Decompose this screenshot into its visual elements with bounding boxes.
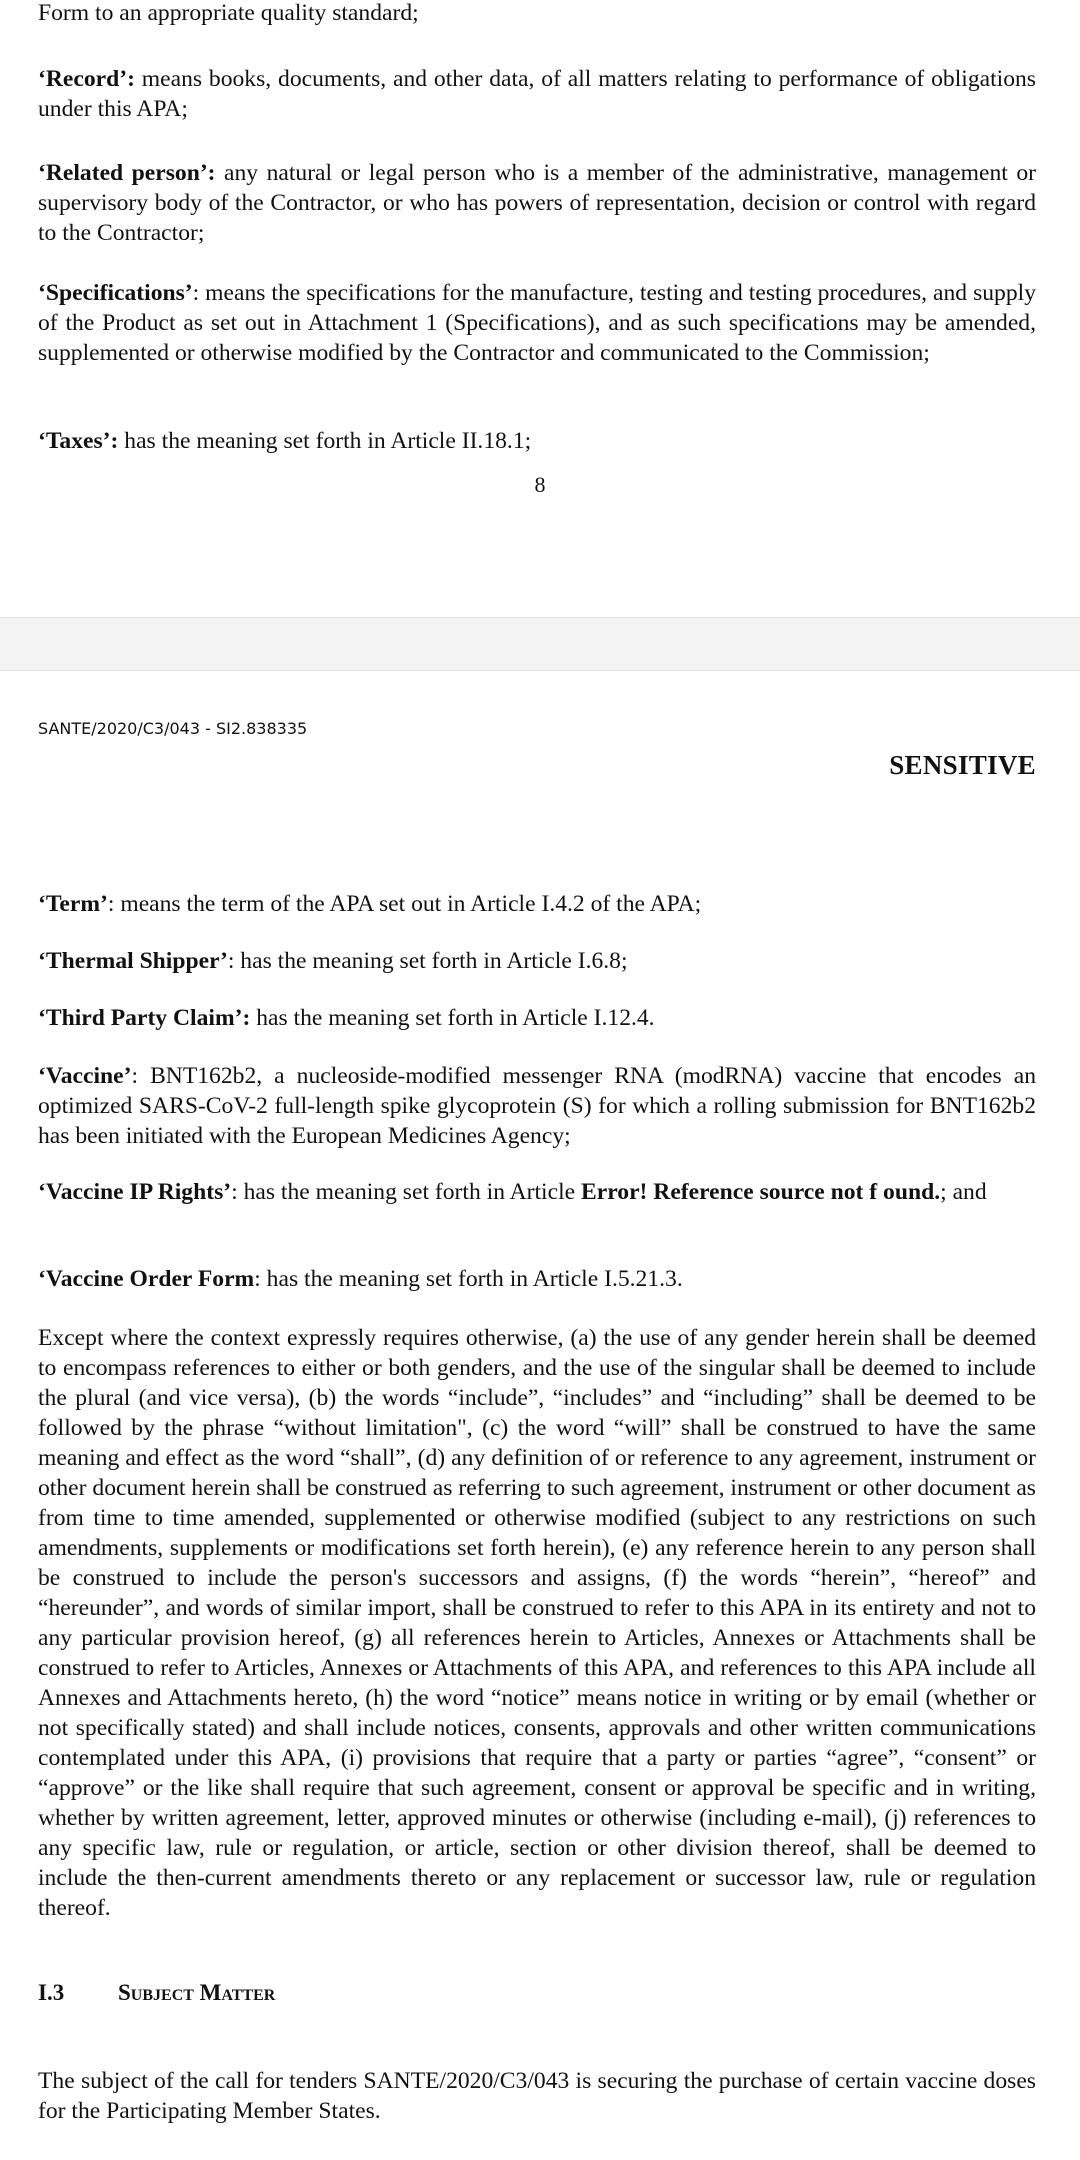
definition-thermal-shipper [38,946,1036,976]
definition-term: ‘Related person’: [38,160,216,186]
continued-text-line [38,0,1036,28]
definition-text: : has the meaning set forth in Article I.6.8; [227,948,628,974]
definition-vaccine [38,1061,1036,1151]
reference-error-text: Error! Reference source not f ound. [581,1179,941,1205]
definition-text: means books, documents, and other data, of all matters relating to performance of obligations under this APA; [38,66,1036,122]
definition-specifications [38,278,1036,368]
definition-third-party-claim [38,1003,1036,1033]
definition-term: ‘Third Party Claim’: [38,1005,251,1031]
definition-text: : BNT162b2, a nucleoside-modified messenger RNA (modRNA) vaccine that encodes an optimized SARS-CoV-2 full-length spike glycoprotein (S) for which a rolling submission for BNT162b2 has been initiated with the European Medicines Agency; [38,1063,1036,1149]
definition-record [38,64,1036,124]
definition-term: ‘Vaccine Order Form [38,1266,255,1292]
definition-term: ‘Vaccine IP Rights’ [38,1179,232,1205]
definition-text-end: ; and [940,1179,987,1205]
definition-text: : has the meaning set forth in Article [231,1179,582,1205]
page-separator [0,617,1080,671]
definition-term-entry [38,889,1036,919]
definition-term: ‘Term’ [38,891,108,917]
text-line: Form to an appropriate quality standard; [38,0,419,26]
definition-text: has the meaning set forth in Article I.12.4. [250,1005,655,1031]
definition-taxes [38,426,1036,456]
definition-term: ‘Vaccine’ [38,1063,132,1089]
document-reference: SANTE/2020/C3/043 - SI2.838335 [38,719,308,738]
definition-term: ‘Thermal Shipper’ [38,948,228,974]
document-page-8 [0,0,1080,617]
sensitivity-marking: SENSITIVE [889,750,1036,780]
section-number: I.3 [38,1980,65,2005]
definition-related-person [38,158,1036,248]
definition-text: : has the meaning set forth in Article I.5.21.3. [254,1266,683,1292]
page-number: 8 [534,472,546,497]
definition-term: ‘Record’: [38,66,135,92]
definition-term: ‘Taxes’: [38,428,119,454]
definition-text: any natural or legal person who is a member of the administrative, management or supervisory body of the Contractor, or who has powers of representation, decision or control with regard to the Contractor; [38,160,1036,246]
definition-text: : means the term of the APA set out in Article I.4.2 of the APA; [107,891,702,917]
definition-vaccine-order-form [38,1264,1036,1294]
definition-text: has the meaning set forth in Article II.18.1; [118,428,532,454]
section-title: Subject Matter [118,1980,276,2005]
section-heading [38,1980,275,2006]
definition-text: : means the specifications for the manufacture, testing and testing procedures, and supply of the Product as set out in Attachment 1 (Specifications), and as such specifications may be amended, supplemented or otherwise modified by the Contractor and communicated to the Commission; [38,280,1036,366]
interpretation-paragraph: Except where the context expressly requires otherwise, (a) the use of any gender herein shall be deemed to encompass references to either or both genders, and the use of the singular shall be deemed to include the plural (and vice versa), (b) the words “include”, “includes” and “including” shall be deemed to be followed by the phrase “without limitation", (c) the word “will” shall be construed to have the same meaning and effect as the word “shall”, (d) any definition of or reference to any agreement, instrument or other document herein shall be construed as referring to such agreement, instrument or other document as from time to time amended, supplemented or otherwise modified (subject to any restrictions on such amendments, supplements or modifications set forth herein), (e) any reference herein to any person shall be construed to include the person's successors and assigns, (f) the words “herein”, “hereof” and “hereunder”, and words of similar import, shall be construed to refer to this APA in its entirety and not to any particular provision hereof, (g) all references herein to Articles, Annexes or Attachments shall be construed to refer to Articles, Annexes or Attachments of this APA, and references to this APA include all Annexes and Attachments hereto, (h) the word “notice” means notice in writing or by email (whether or not specifically stated) and shall include notices, consents, approvals and other written communications contemplated under this APA, (i) provisions that require that a party or parties “agree”, “consent” or “approve” or the like shall require that such agreement, consent or approval be specific and in writing, whether by written agreement, letter, approved minutes or otherwise (including e-mail), (j) references to any specific law, rule or regulation, or article, section or other division thereof, shall be deemed to include the then-current amendments thereto or any replacement or successor law, rule or regulation thereof. [38,1325,1036,1921]
subject-matter-paragraph: The subject of the call for tenders SANTE/2020/C3/043 is securing the purchase of certain vaccine doses for the Participating Member States. [38,2068,1036,2124]
definition-term: ‘Specifications’ [38,280,193,306]
definition-vaccine-ip-rights [38,1177,1036,1207]
document-page-9 [0,671,1080,2160]
